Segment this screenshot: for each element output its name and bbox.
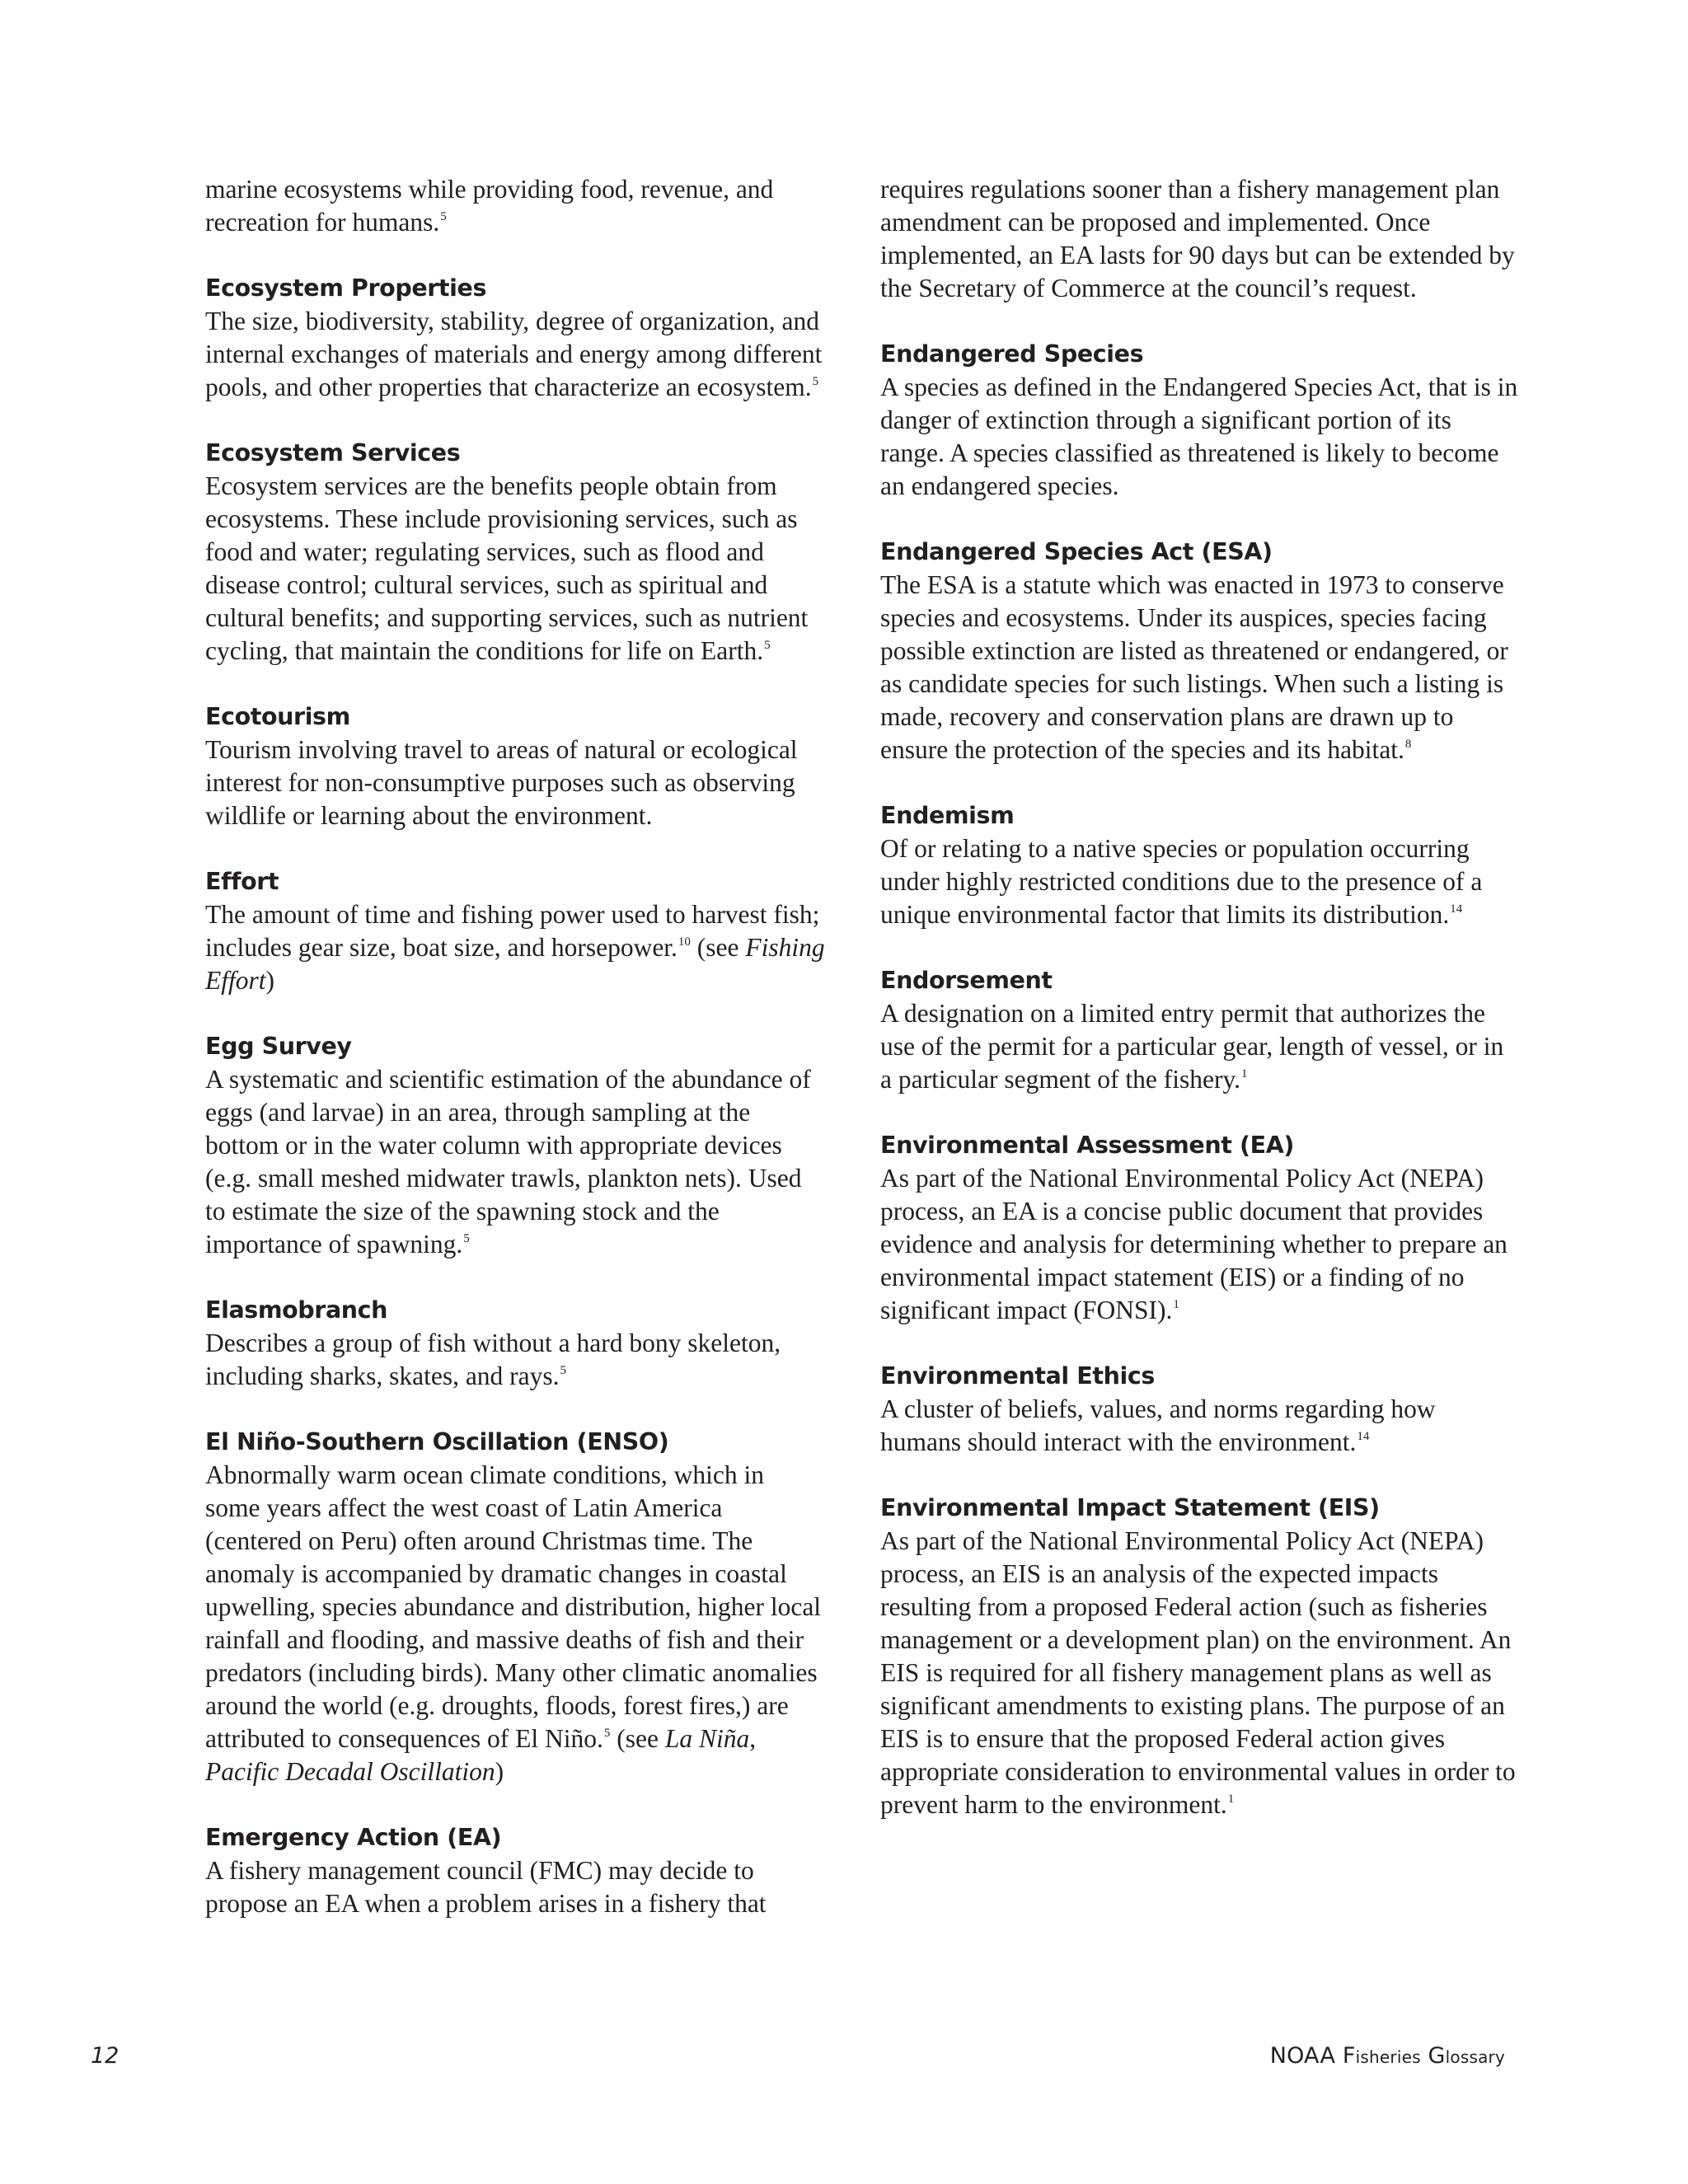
glossary-entry xyxy=(205,701,825,832)
entry-definition: Ecosystem services are the benefits people obtain from ecosystems. These include provisioning services, such as food and water; regulating services, such as flood and disease control; cultural services, such as spiritual and cultural benefits; and supporting services, such as nutrient cycling, that maintain the conditions for life on Earth.$^5$ xyxy=(205,471,809,665)
left-column xyxy=(205,173,825,1953)
entry-definition: Tourism involving travel to areas of natural or ecological interest for non-consumptive purposes such as observing wildlife or learning about the environment. xyxy=(205,735,798,830)
glossary-entry xyxy=(205,1294,825,1393)
entry-term: Emergency Action (EA) xyxy=(205,1824,502,1851)
entry-definition: The amount of time and fishing power used to harvest fish; includes gear size, boat size, and horsepower.$^{10}$ (see Fishing Effort) xyxy=(205,900,825,995)
reference-marker: 5 xyxy=(812,375,819,389)
reference-marker: 10 xyxy=(678,935,691,949)
glossary-entry xyxy=(880,1129,1519,1327)
glossary-entry xyxy=(880,338,1519,503)
entry-term: Environmental Assessment (EA) xyxy=(880,1132,1294,1159)
entry-term: Endemism xyxy=(880,802,1015,829)
entry-definition: A cluster of beliefs, values, and norms regarding how humans should interact with the environment.$^{14}$ xyxy=(880,1394,1436,1456)
entry-term: Endangered Species xyxy=(880,340,1144,368)
cross-reference: La Niña xyxy=(664,1724,750,1753)
entry-term: Effort xyxy=(205,868,279,895)
reference-marker: 14 xyxy=(1450,902,1463,916)
entry-term: Endangered Species Act (ESA) xyxy=(880,538,1273,565)
entry-definition: Abnormally warm ocean climate conditions, which in some years affect the west coast of Latin America (centered on Peru) often around Christmas time. The anomaly is accompanied by dramatic changes in coastal upwelling, species abundance and distribution, higher local rainfall and flooding, and massive deaths of fish and their predators (including birds). Many other climatic anomalies around the world (e.g. droughts, floods, forest fires,) are attributed to consequences of El Niño.$^5$ (see La Niña, Pacific Decadal Oscillation) xyxy=(205,1460,822,1786)
page-number: 12 xyxy=(91,2043,120,2069)
glossary-entry xyxy=(205,437,825,668)
glossary-entry xyxy=(880,1492,1519,1821)
reference-marker: 5 xyxy=(463,1232,470,1246)
glossary-entry xyxy=(205,865,825,997)
right-column xyxy=(880,173,1519,1854)
reference-marker: 1 xyxy=(1173,1298,1179,1312)
entry-definition: Describes a group of fish without a hard bony skeleton, including sharks, skates, and rays.$^5$ xyxy=(205,1329,781,1390)
cross-reference: Fishing Effort xyxy=(205,933,825,995)
glossary-entry xyxy=(880,964,1519,1096)
glossary-entry xyxy=(205,272,825,404)
reference-marker: 5 xyxy=(603,1727,611,1741)
glossary-entry xyxy=(880,799,1519,931)
entry-term: El Niño-Southern Oscillation (ENSO) xyxy=(205,1428,669,1455)
running-footer-title: NOAA Fisheries Glossary xyxy=(1269,2043,1505,2069)
glossary-entry xyxy=(205,1030,825,1261)
entry-definition: A fishery management council (FMC) may decide to propose an EA when a problem arises in a fishery that xyxy=(205,1856,767,1918)
continued-definition: marine ecosystems while providing food, revenue, and recreation for humans.$^5$ xyxy=(205,175,774,237)
reference-marker: 5 xyxy=(440,210,447,224)
reference-marker: 5 xyxy=(560,1364,567,1378)
entry-definition: A designation on a limited entry permit that authorizes the use of the permit for a particular gear, length of vessel, or in a particular segment of the fishery.$^1$ xyxy=(880,999,1504,1094)
reference-marker: 1 xyxy=(1241,1067,1248,1081)
entry-term: Endorsement xyxy=(880,967,1053,994)
reference-marker: 5 xyxy=(764,639,771,653)
entry-definition: As part of the National Environmental Policy Act (NEPA) process, an EA is a concise public document that provides evidence and analysis for determining whether to prepare an environmental impact statement (EIS) or a finding of no significant impact (FONSI).$^1$ xyxy=(880,1164,1507,1324)
cross-reference: Pacific Decadal Oscillation xyxy=(205,1757,495,1786)
glossary-entry xyxy=(205,1821,825,1920)
entry-term: Ecosystem Properties xyxy=(205,274,487,302)
entry-definition: As part of the National Environmental Policy Act (NEPA) process, an EIS is an analysis of the expected impacts resulting from a proposed Federal action (such as fisheries management or a development plan) on the environment. An EIS is required for all fishery management plans as well as significant amendments to existing plans. The purpose of an EIS is to ensure that the proposed Federal action gives appropriate consideration to environmental values in order to prevent harm to the environment.$^1$ xyxy=(880,1526,1516,1819)
glossary-entry xyxy=(205,1426,825,1788)
entry-term: Environmental Ethics xyxy=(880,1362,1155,1390)
entry-term: Environmental Impact Statement (EIS) xyxy=(880,1494,1380,1521)
reference-marker: 1 xyxy=(1227,1793,1235,1807)
entry-term: Ecotourism xyxy=(205,703,350,730)
entry-term: Egg Survey xyxy=(205,1033,352,1060)
reference-marker: 8 xyxy=(1404,738,1412,752)
entry-term: Elasmobranch xyxy=(205,1296,388,1324)
entry-definition: The size, biodiversity, stability, degree of organization, and internal exchanges of materials and energy among different pools, and other properties that characterize an ecosystem.$^5$ xyxy=(205,307,823,401)
glossary-entry xyxy=(880,1360,1519,1459)
entry-definition: A species as defined in the Endangered Species Act, that is in danger of extinction through a significant portion of its range. A species classified as threatened is likely to become an endangered species. xyxy=(880,373,1518,500)
entry-definition: A systematic and scientific estimation of the abundance of eggs (and larvae) in an area, through sampling at the bottom or in the water column with appropriate devices (e.g. small meshed midwater trawls, plankton nets). Used to estimate the size of the spawning stock and the importance of spawning.$^5$ xyxy=(205,1065,811,1258)
continued-definition: requires regulations sooner than a fishery management plan amendment can be proposed and implemented. Once implemented, an EA lasts for 90 days but can be extended by the Secretary of Commerce at the council’s request. xyxy=(880,175,1515,302)
glossary-entry xyxy=(880,536,1519,766)
entry-term: Ecosystem Services xyxy=(205,439,461,466)
reference-marker: 14 xyxy=(1357,1430,1370,1444)
entry-definition: The ESA is a statute which was enacted in 1973 to conserve species and ecosystems. Under its auspices, species facing possible extinction are listed as threatened or endangered, or as candidate species for such listings. When such a listing is made, recovery and conservation plans are drawn up to ensure the protection of the species and its habitat.$^8$ xyxy=(880,570,1508,764)
entry-definition: Of or relating to a native species or population occurring under highly restricted conditions due to the presence of a unique environmental factor that limits its distribution.$^{14}$ xyxy=(880,834,1483,929)
